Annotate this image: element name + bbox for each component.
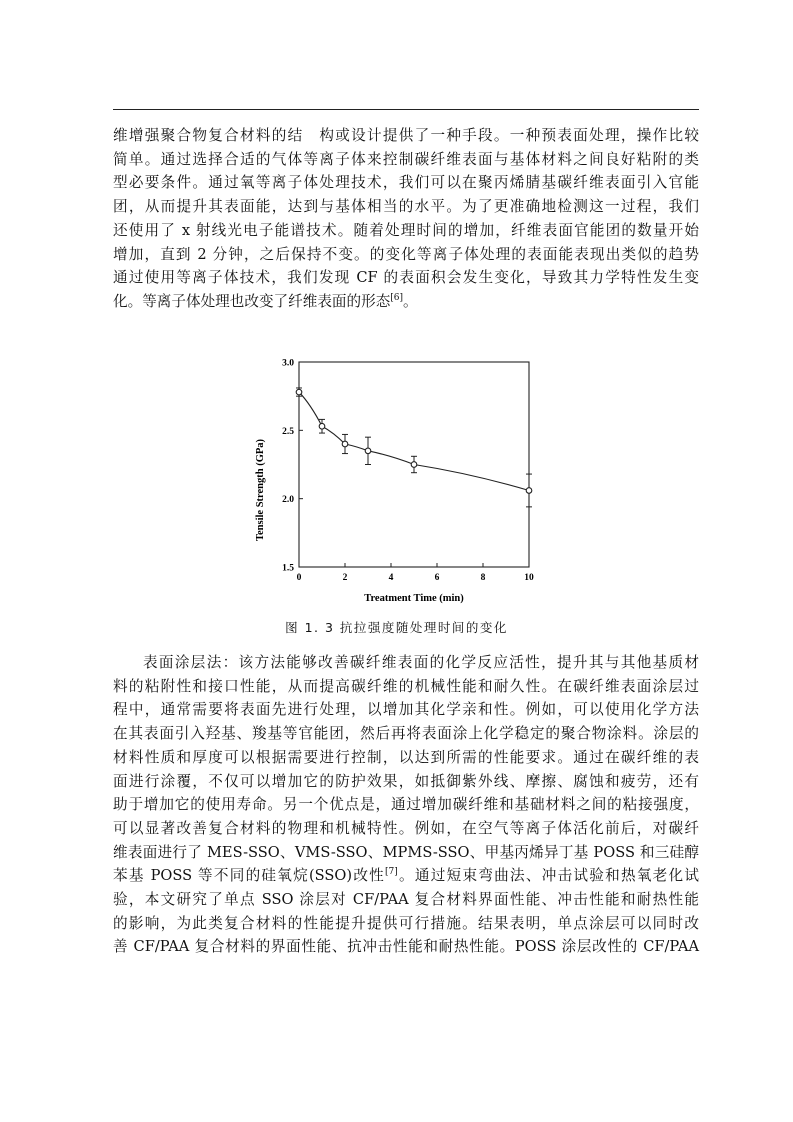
text-line: 材料性质和厚度可以根据需要进行控制，以达到所需的性能要求。通过在碳纤维的表 <box>113 748 699 766</box>
y-tick-label: 2.0 <box>282 495 294 506</box>
text-line: 面进行涂覆，不仅可以增加它的防护效果，如抵御紫外线、摩擦、腐蚀和疲劳，还有 <box>113 772 699 790</box>
chart-axes <box>282 359 534 584</box>
text-line: 维增强聚合物复合材料的结 构或设计提供了一种手段。一种预表面处理，操作比较 <box>113 127 699 144</box>
text-line: 助于增加它的使用寿命。另一个优点是，通过增加碳纤维和基础材料之间的粘接强度， <box>113 796 699 814</box>
x-tick-label: 0 <box>296 573 302 583</box>
x-tick-label: 4 <box>388 573 394 583</box>
paragraph-surface-coating <box>113 651 699 959</box>
data-point <box>342 441 348 447</box>
text-line: 可以显著改善复合材料的物理和机械特性。例如，在空气等离子体活化前后，对碳纤 <box>113 819 699 837</box>
y-tick-label: 2.5 <box>282 426 294 437</box>
citation-ref[interactable]: [6] <box>390 292 404 303</box>
data-point <box>526 488 532 494</box>
text-line: 程中，通常需要将表面先进行处理，以增加其化学亲和性。例如，可以使用化学方法 <box>113 701 699 719</box>
text-line: 的影响，为此类复合材料的性能提升提供可行措施。结果表明，单点涂层可以同时改 <box>113 914 699 932</box>
text-line <box>113 290 699 314</box>
text-line: 维表面进行了 MES-SSO、VMS-SSO、MPMS-SSO、甲基丙烯异丁基 POSS 和三硅醇 <box>113 843 699 861</box>
y-tick-label: 1.5 <box>282 563 294 574</box>
y-tick-label: 3.0 <box>282 358 294 369</box>
line-text: 。通过短束弯曲法、冲击试验和热氧老化试 <box>397 867 699 885</box>
text-line: 料的粘附性和接口性能，从而提高碳纤维的机械性能和耐久性。在碳纤维表面涂层过 <box>113 677 699 695</box>
line-end: 。 <box>403 292 418 310</box>
header-rule <box>113 109 699 110</box>
text-line: 型必要条件。通过氧等离子体处理技术，我们可以在聚丙烯腈基碳纤维表面引入官能 <box>113 174 699 192</box>
data-point <box>296 389 302 395</box>
text-line: 在其表面引入羟基、羧基等官能团，然后再将表面涂上化学稳定的聚合物涂料。涂层的 <box>113 725 699 743</box>
data-point <box>411 462 417 468</box>
x-tick-label: 6 <box>434 573 440 583</box>
figure-tensile-strength <box>248 352 538 608</box>
tensile-strength-chart <box>248 352 538 608</box>
series-line <box>299 392 529 490</box>
text-line: 通过使用等离子体技术，我们发现 CF 的表面积会发生变化，导致其力学特性发生变 <box>113 269 699 287</box>
y-axis-label: Tensile Strength (GPa) <box>255 438 266 542</box>
x-tick-label: 10 <box>524 573 534 583</box>
text-line <box>113 864 699 888</box>
data-point <box>365 448 371 454</box>
text-line: 善 CF/PAA 复合材料的界面性能、抗冲击性能和耐热性能。POSS 涂层改性的 CF/PAA <box>113 938 699 956</box>
data-point <box>319 423 325 429</box>
x-axis-label: Treatment Time (min) <box>364 593 464 604</box>
line-text: 化。等离子体处理也改变了纤维表面的形态 <box>113 292 391 310</box>
text-line: 团，从而提升其表面能，达到与基体相当的水平。为了更准确地检测这一过程，我们 <box>113 198 699 216</box>
x-tick-label: 2 <box>342 573 348 583</box>
text-line: 简单。通过选择合适的气体等离子体来控制碳纤维表面与基体材料之间良好粘附的类 <box>113 150 699 168</box>
x-tick-label: 8 <box>480 573 486 583</box>
text-line: 增加，直到 2 分钟，之后保持不变。的变化等离子体处理的表面能表现出类似的趋势 <box>113 245 699 263</box>
text-line: 表面涂层法：该方法能够改善碳纤维表面的化学反应活性，提升其与其他基质材 <box>143 654 699 671</box>
citation-ref[interactable]: [7] <box>385 867 398 878</box>
figure-caption: 图 1. 3 抗拉强度随处理时间的变化 <box>285 620 508 635</box>
line-text: 苯基 POSS 等不同的硅氧烷(SSO)改性 <box>113 867 386 885</box>
paragraph-intro <box>113 124 699 314</box>
text-line: 还使用了 x 射线光电子能谱技术。随着处理时间的增加，纤维表面官能团的数量开始 <box>113 221 699 239</box>
chart-marks <box>296 388 532 507</box>
text-line: 验，本文研究了单点 SSO 涂层对 CF/PAA 复合材料界面性能、冲击性能和耐热性能 <box>113 891 699 909</box>
